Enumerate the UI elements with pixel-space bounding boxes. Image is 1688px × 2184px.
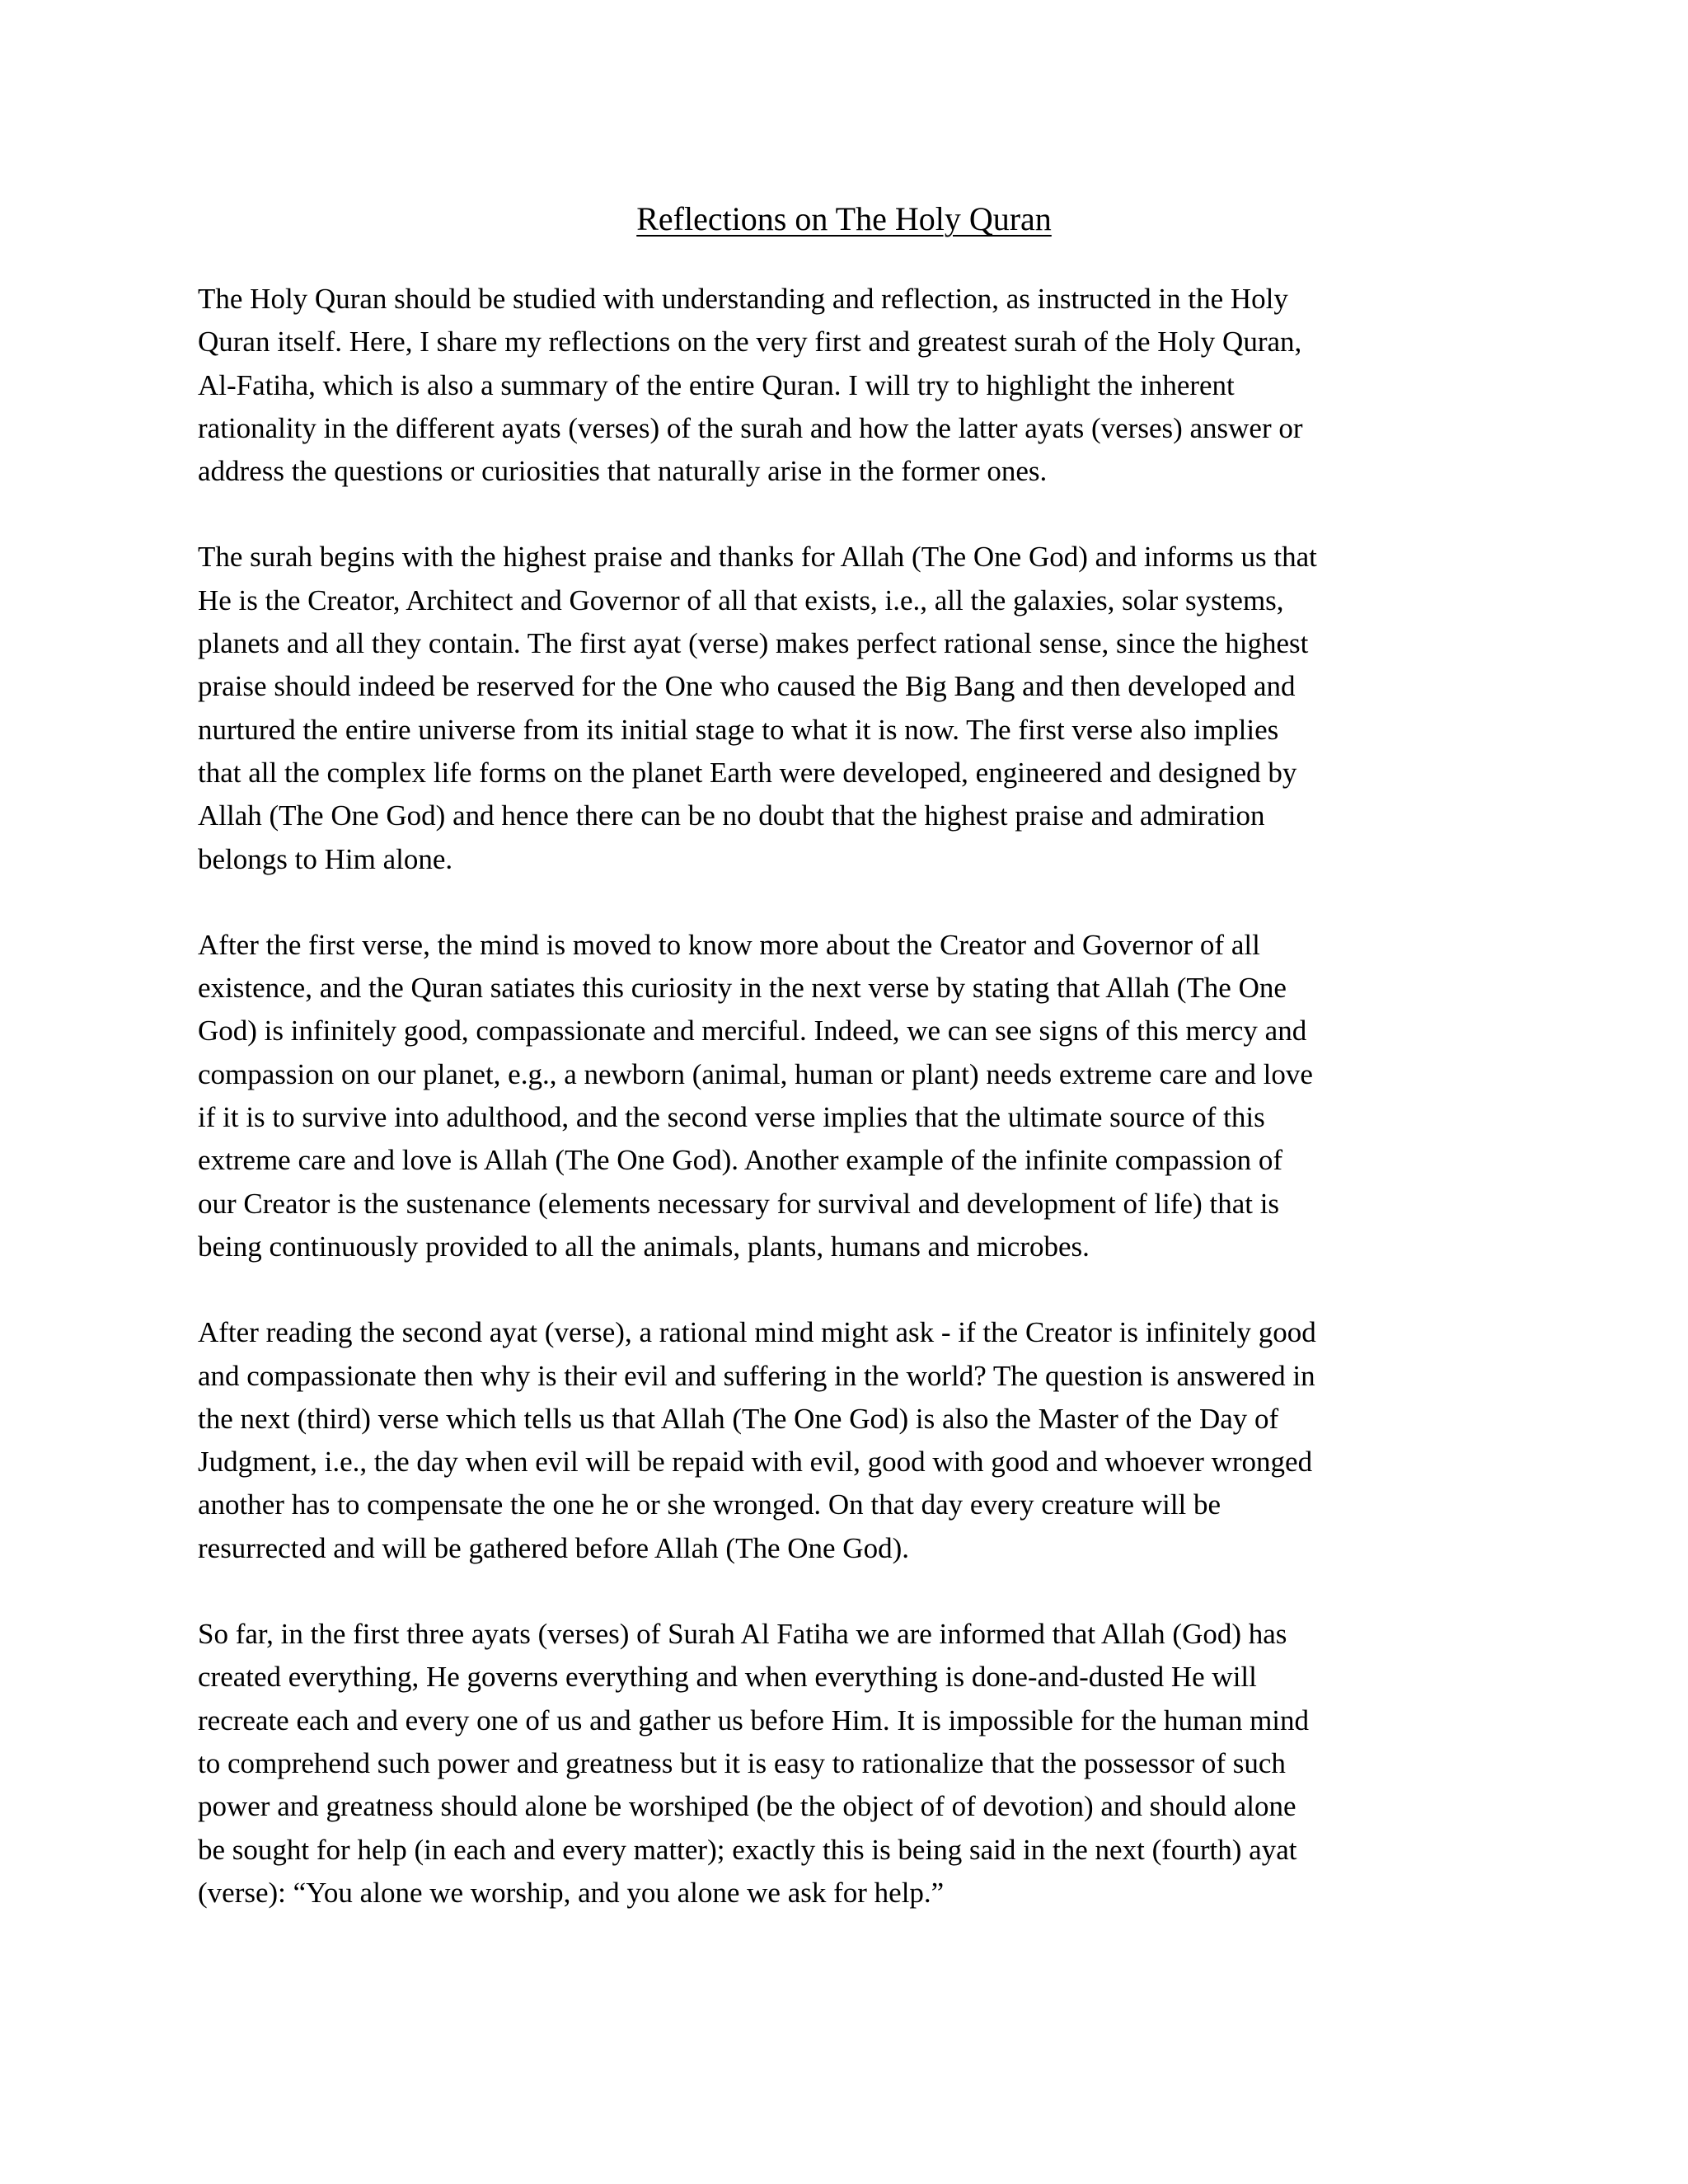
paragraph-1 — [198, 278, 1484, 493]
text-line: planets and all they contain. The first ayat (verse) makes perfect rational sense, since the highest — [198, 627, 1309, 660]
paragraph-2 — [198, 536, 1484, 880]
text-line: He is the Creator, Architect and Governor of all that exists, i.e., all the galaxies, solar systems, — [198, 583, 1284, 616]
text-line: created everything, He governs everything and when everything is done-and-dusted He will — [198, 1661, 1257, 1694]
text-line: The Holy Quran should be studied with understanding and reflection, as instructed in the Holy — [198, 283, 1288, 315]
document-body — [198, 278, 1484, 1957]
text-line: existence, and the Quran satiates this curiosity in the next verse by stating that Allah (The One — [198, 972, 1287, 1005]
text-line: belongs to Him alone. — [198, 842, 453, 875]
text-line: our Creator is the sustenance (elements necessary for survival and development of life) that is — [198, 1187, 1280, 1220]
text-line: Quran itself. Here, I share my reflections on the very first and greatest surah of the Holy Quran, — [198, 326, 1302, 359]
text-line: be sought for help (in each and every matter); exactly this is being said in the next (fourth) ayat — [198, 1833, 1297, 1866]
text-line: being continuously provided to all the animals, plants, humans and microbes. — [198, 1230, 1090, 1263]
text-line: to comprehend such power and greatness but it is easy to rationalize that the possessor of such — [198, 1746, 1286, 1779]
text-line: After reading the second ayat (verse), a rational mind might ask - if the Creator is infinitely good — [198, 1316, 1316, 1349]
text-line: God) is infinitely good, compassionate and merciful. Indeed, we can see signs of this mercy and — [198, 1015, 1307, 1047]
text-line: Allah (The One God) and hence there can be no doubt that the highest praise and admiration — [198, 799, 1265, 832]
text-line: So far, in the first three ayats (verses) of Surah Al Fatiha we are informed that Allah (God) has — [198, 1618, 1287, 1651]
text-line: resurrected and will be gathered before Allah (The One God). — [198, 1531, 909, 1564]
text-line: the next (third) verse which tells us that Allah (The One God) is also the Master of the Day of — [198, 1402, 1279, 1435]
paragraph-5 — [198, 1613, 1484, 1915]
text-line: if it is to survive into adulthood, and the second verse implies that the ultimate source of this — [198, 1101, 1265, 1134]
text-line: that all the complex life forms on the planet Earth were developed, engineered and designed by — [198, 756, 1297, 789]
text-line: recreate each and every one of us and gather us before Him. It is impossible for the human mind — [198, 1704, 1310, 1736]
text-line: extreme care and love is Allah (The One God). Another example of the infinite compassion of — [198, 1144, 1282, 1177]
text-line: The surah begins with the highest praise and thanks for Allah (The One God) and informs us that — [198, 541, 1317, 574]
text-line: another has to compensate the one he or she wronged. On that day every creature will be — [198, 1488, 1221, 1521]
text-line: power and greatness should alone be worshiped (be the object of of devotion) and should alone — [198, 1790, 1296, 1823]
text-line: address the questions or curiosities that naturally arise in the former ones. — [198, 455, 1048, 488]
text-line: rationality in the different ayats (verses) of the surah and how the latter ayats (verses) answer or — [198, 411, 1303, 444]
text-line: After the first verse, the mind is moved to know more about the Creator and Governor of all — [198, 928, 1260, 961]
text-line: praise should indeed be reserved for the One who caused the Big Bang and then developed and — [198, 670, 1296, 703]
text-line: Judgment, i.e., the day when evil will be repaid with evil, good with good and whoever wronged — [198, 1446, 1313, 1479]
text-line: and compassionate then why is their evil and suffering in the world? The question is answered in — [198, 1359, 1315, 1392]
text-line: (verse): “You alone we worship, and you alone we ask for help.” — [198, 1876, 945, 1909]
text-line: Al-Fatiha, which is also a summary of the entire Quran. I will try to highlight the inherent — [198, 368, 1235, 401]
paragraph-4 — [198, 1311, 1484, 1570]
text-line: compassion on our planet, e.g., a newborn (animal, human or plant) needs extreme care and love — [198, 1057, 1313, 1090]
text-line: nurtured the entire universe from its initial stage to what it is now. The first verse also implies — [198, 713, 1279, 746]
paragraph-3 — [198, 924, 1484, 1268]
page-title: Reflections on The Holy Quran — [636, 200, 1052, 237]
